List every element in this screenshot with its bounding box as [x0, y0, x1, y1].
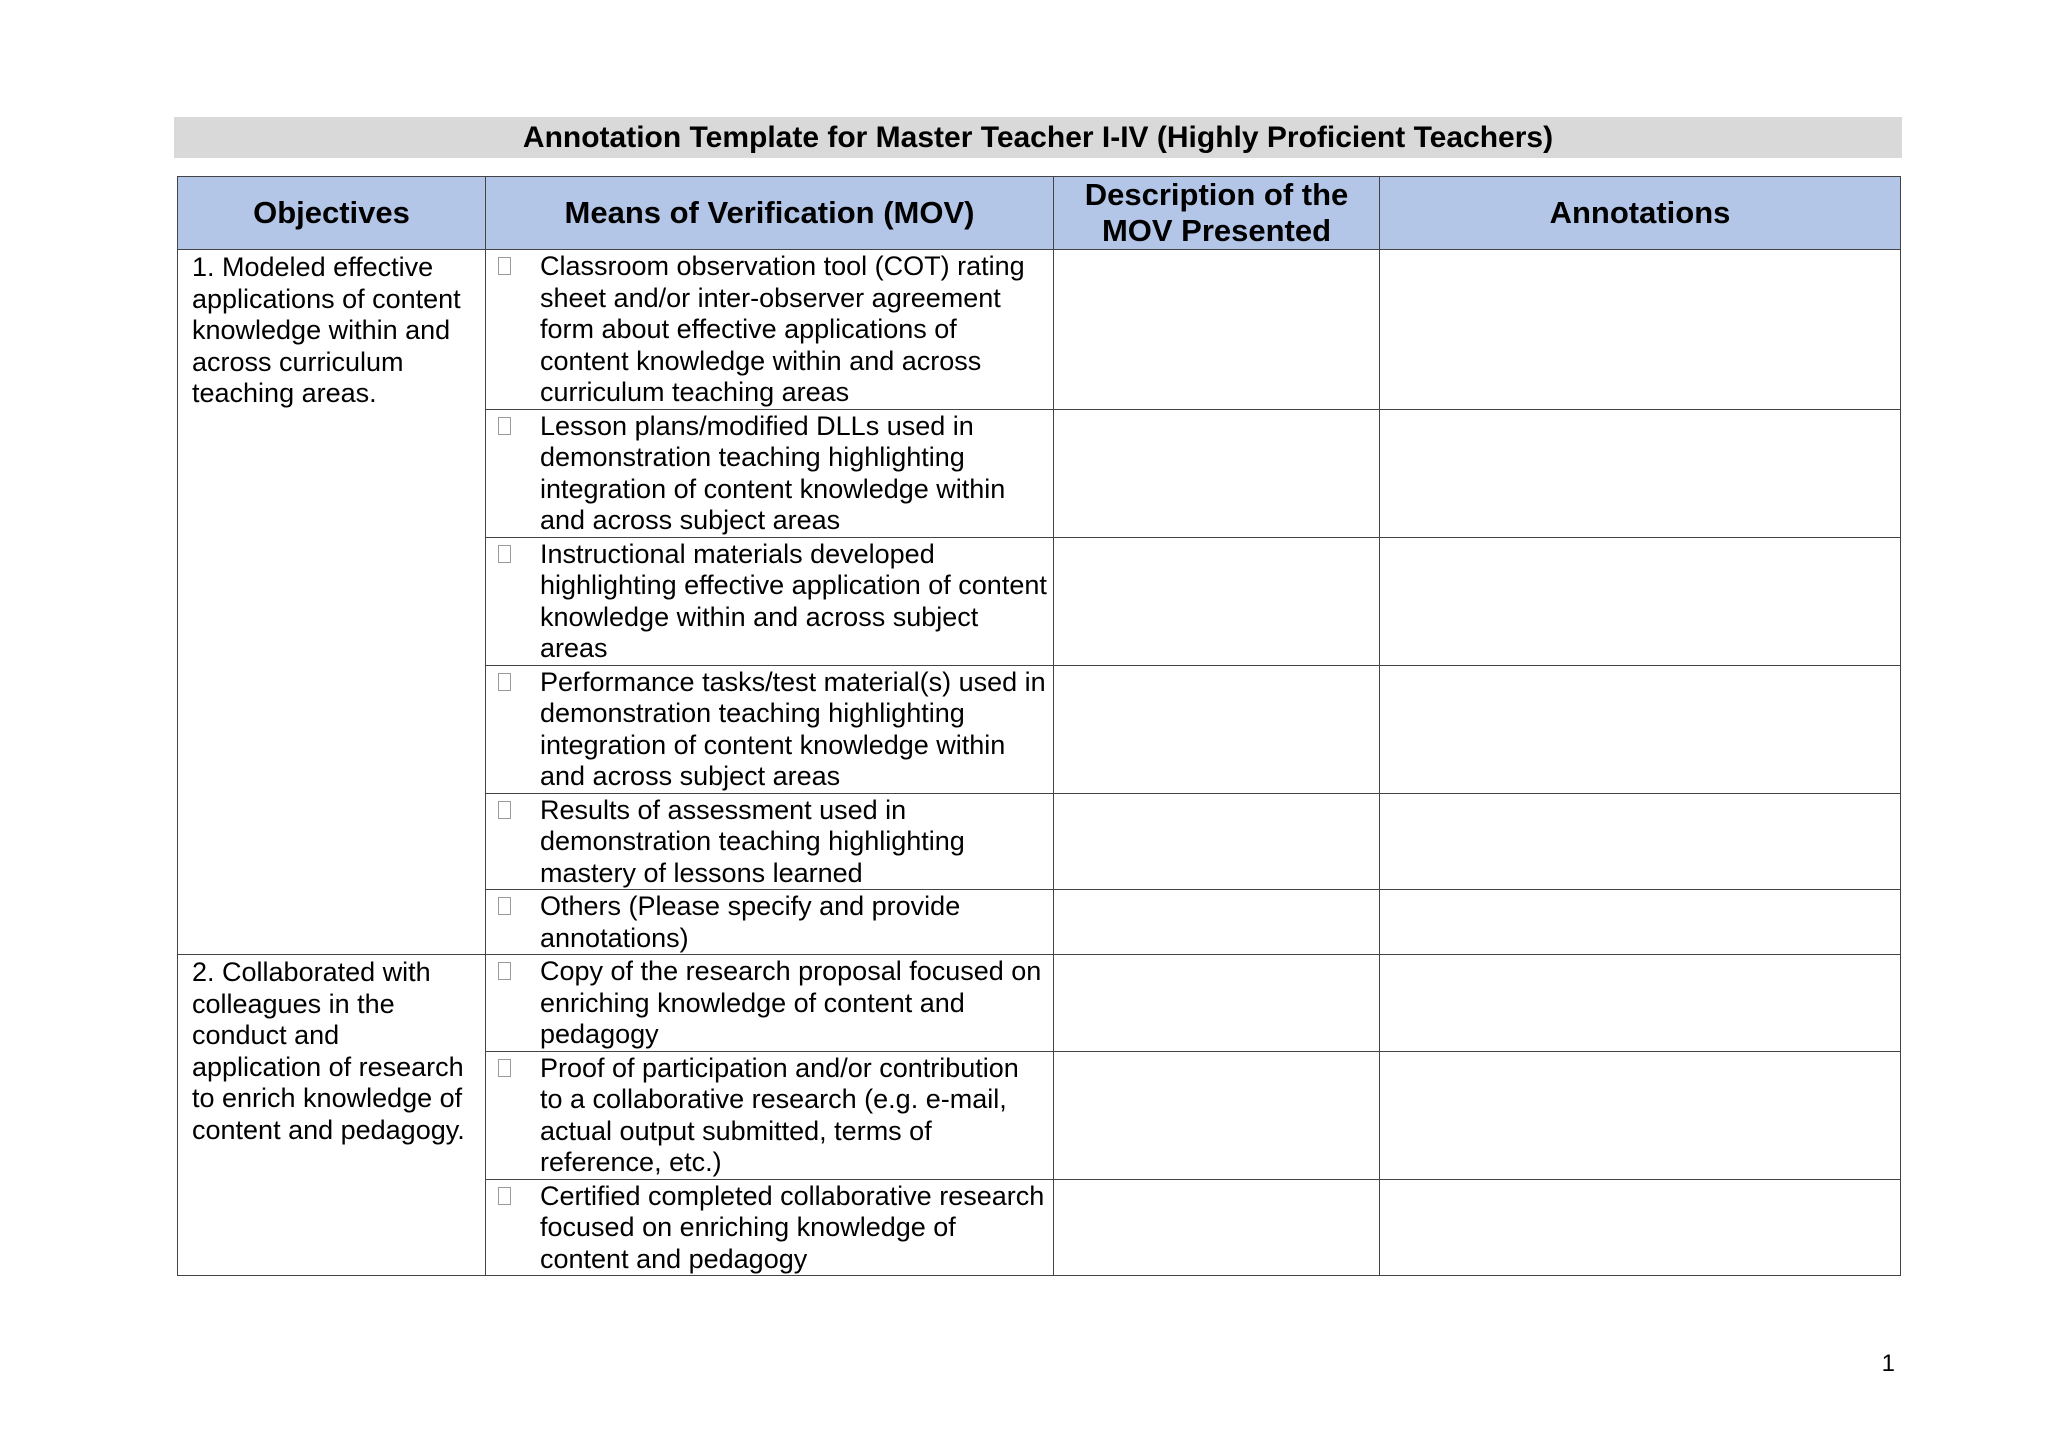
mov-cell	[486, 793, 1054, 890]
annotation-cell[interactable]	[1380, 409, 1901, 537]
document-title: Annotation Template for Master Teacher I-IV (Highly Proficient Teachers)	[174, 117, 1902, 158]
annotation-cell[interactable]	[1380, 537, 1901, 665]
mov-cell	[486, 537, 1054, 665]
annotation-cell[interactable]	[1380, 250, 1901, 410]
table-row	[178, 250, 1901, 410]
description-cell[interactable]	[1054, 793, 1380, 890]
mov-cell	[486, 955, 1054, 1052]
mov-text: Classroom observation tool (COT) rating sheet and/or inter-observer agreement form about effective applications of content knowledge within and across curriculum teaching areas	[540, 251, 1025, 407]
objective-2: 2. Collaborated with colleagues in the conduct and application of research to enrich knowledge of content and pedagogy.	[178, 955, 486, 1276]
mov-text: Performance tasks/test material(s) used in demonstration teaching highlighting integration of content knowledge within and across subject areas	[540, 666, 1046, 791]
header-mov: Means of Verification (MOV)	[486, 177, 1054, 250]
table-header-row	[178, 177, 1901, 250]
mov-cell	[486, 250, 1054, 410]
description-cell[interactable]	[1054, 665, 1380, 793]
mov-text: Certified completed collaborative research focused on enriching knowledge of content and pedagogy	[540, 1180, 1045, 1274]
header-annotations: Annotations	[1380, 177, 1901, 250]
checkbox-bullet-icon	[498, 417, 511, 435]
checkbox-bullet-icon	[498, 1059, 511, 1077]
annotation-cell[interactable]	[1380, 665, 1901, 793]
header-description: Description of the MOV Presented	[1054, 177, 1380, 250]
objective-1: 1. Modeled effective applications of content knowledge within and across curriculum teaching areas.	[178, 250, 486, 955]
annotation-cell[interactable]	[1380, 890, 1901, 955]
checkbox-bullet-icon	[498, 673, 511, 691]
mov-text: Lesson plans/modified DLLs used in demonstration teaching highlighting integration of content knowledge within and across subject areas	[540, 410, 1006, 535]
mov-cell	[486, 1179, 1054, 1276]
mov-cell	[486, 665, 1054, 793]
mov-cell	[486, 409, 1054, 537]
description-cell[interactable]	[1054, 1051, 1380, 1179]
description-cell[interactable]	[1054, 1179, 1380, 1276]
annotation-cell[interactable]	[1380, 1051, 1901, 1179]
annotation-cell[interactable]	[1380, 1179, 1901, 1276]
description-cell[interactable]	[1054, 537, 1380, 665]
checkbox-bullet-icon	[498, 257, 511, 275]
checkbox-bullet-icon	[498, 962, 511, 980]
checkbox-bullet-icon	[498, 545, 511, 563]
header-objectives: Objectives	[178, 177, 486, 250]
mov-cell	[486, 1051, 1054, 1179]
mov-text: Results of assessment used in demonstration teaching highlighting mastery of lessons learned	[540, 794, 965, 888]
description-cell[interactable]	[1054, 955, 1380, 1052]
annotation-table	[177, 176, 1901, 1276]
description-cell[interactable]	[1054, 250, 1380, 410]
mov-text: Copy of the research proposal focused on enriching knowledge of content and pedagogy	[540, 956, 1042, 1049]
description-cell[interactable]	[1054, 409, 1380, 537]
page-number: 1	[1881, 1350, 1895, 1377]
description-cell[interactable]	[1054, 890, 1380, 955]
checkbox-bullet-icon	[498, 801, 511, 819]
mov-text: Proof of participation and/or contribution to a collaborative research (e.g. e-mail, actual output submitted, terms of reference, etc.)	[540, 1052, 1019, 1177]
mov-text: Instructional materials developed highlighting effective application of content knowledge within and across subject areas	[540, 538, 1047, 663]
mov-text: Others (Please specify and provide annotations)	[540, 891, 961, 953]
mov-cell	[486, 890, 1054, 955]
checkbox-bullet-icon	[498, 1187, 511, 1205]
annotation-cell[interactable]	[1380, 955, 1901, 1052]
annotation-cell[interactable]	[1380, 793, 1901, 890]
table-row	[178, 955, 1901, 1052]
checkbox-bullet-icon	[498, 897, 511, 915]
